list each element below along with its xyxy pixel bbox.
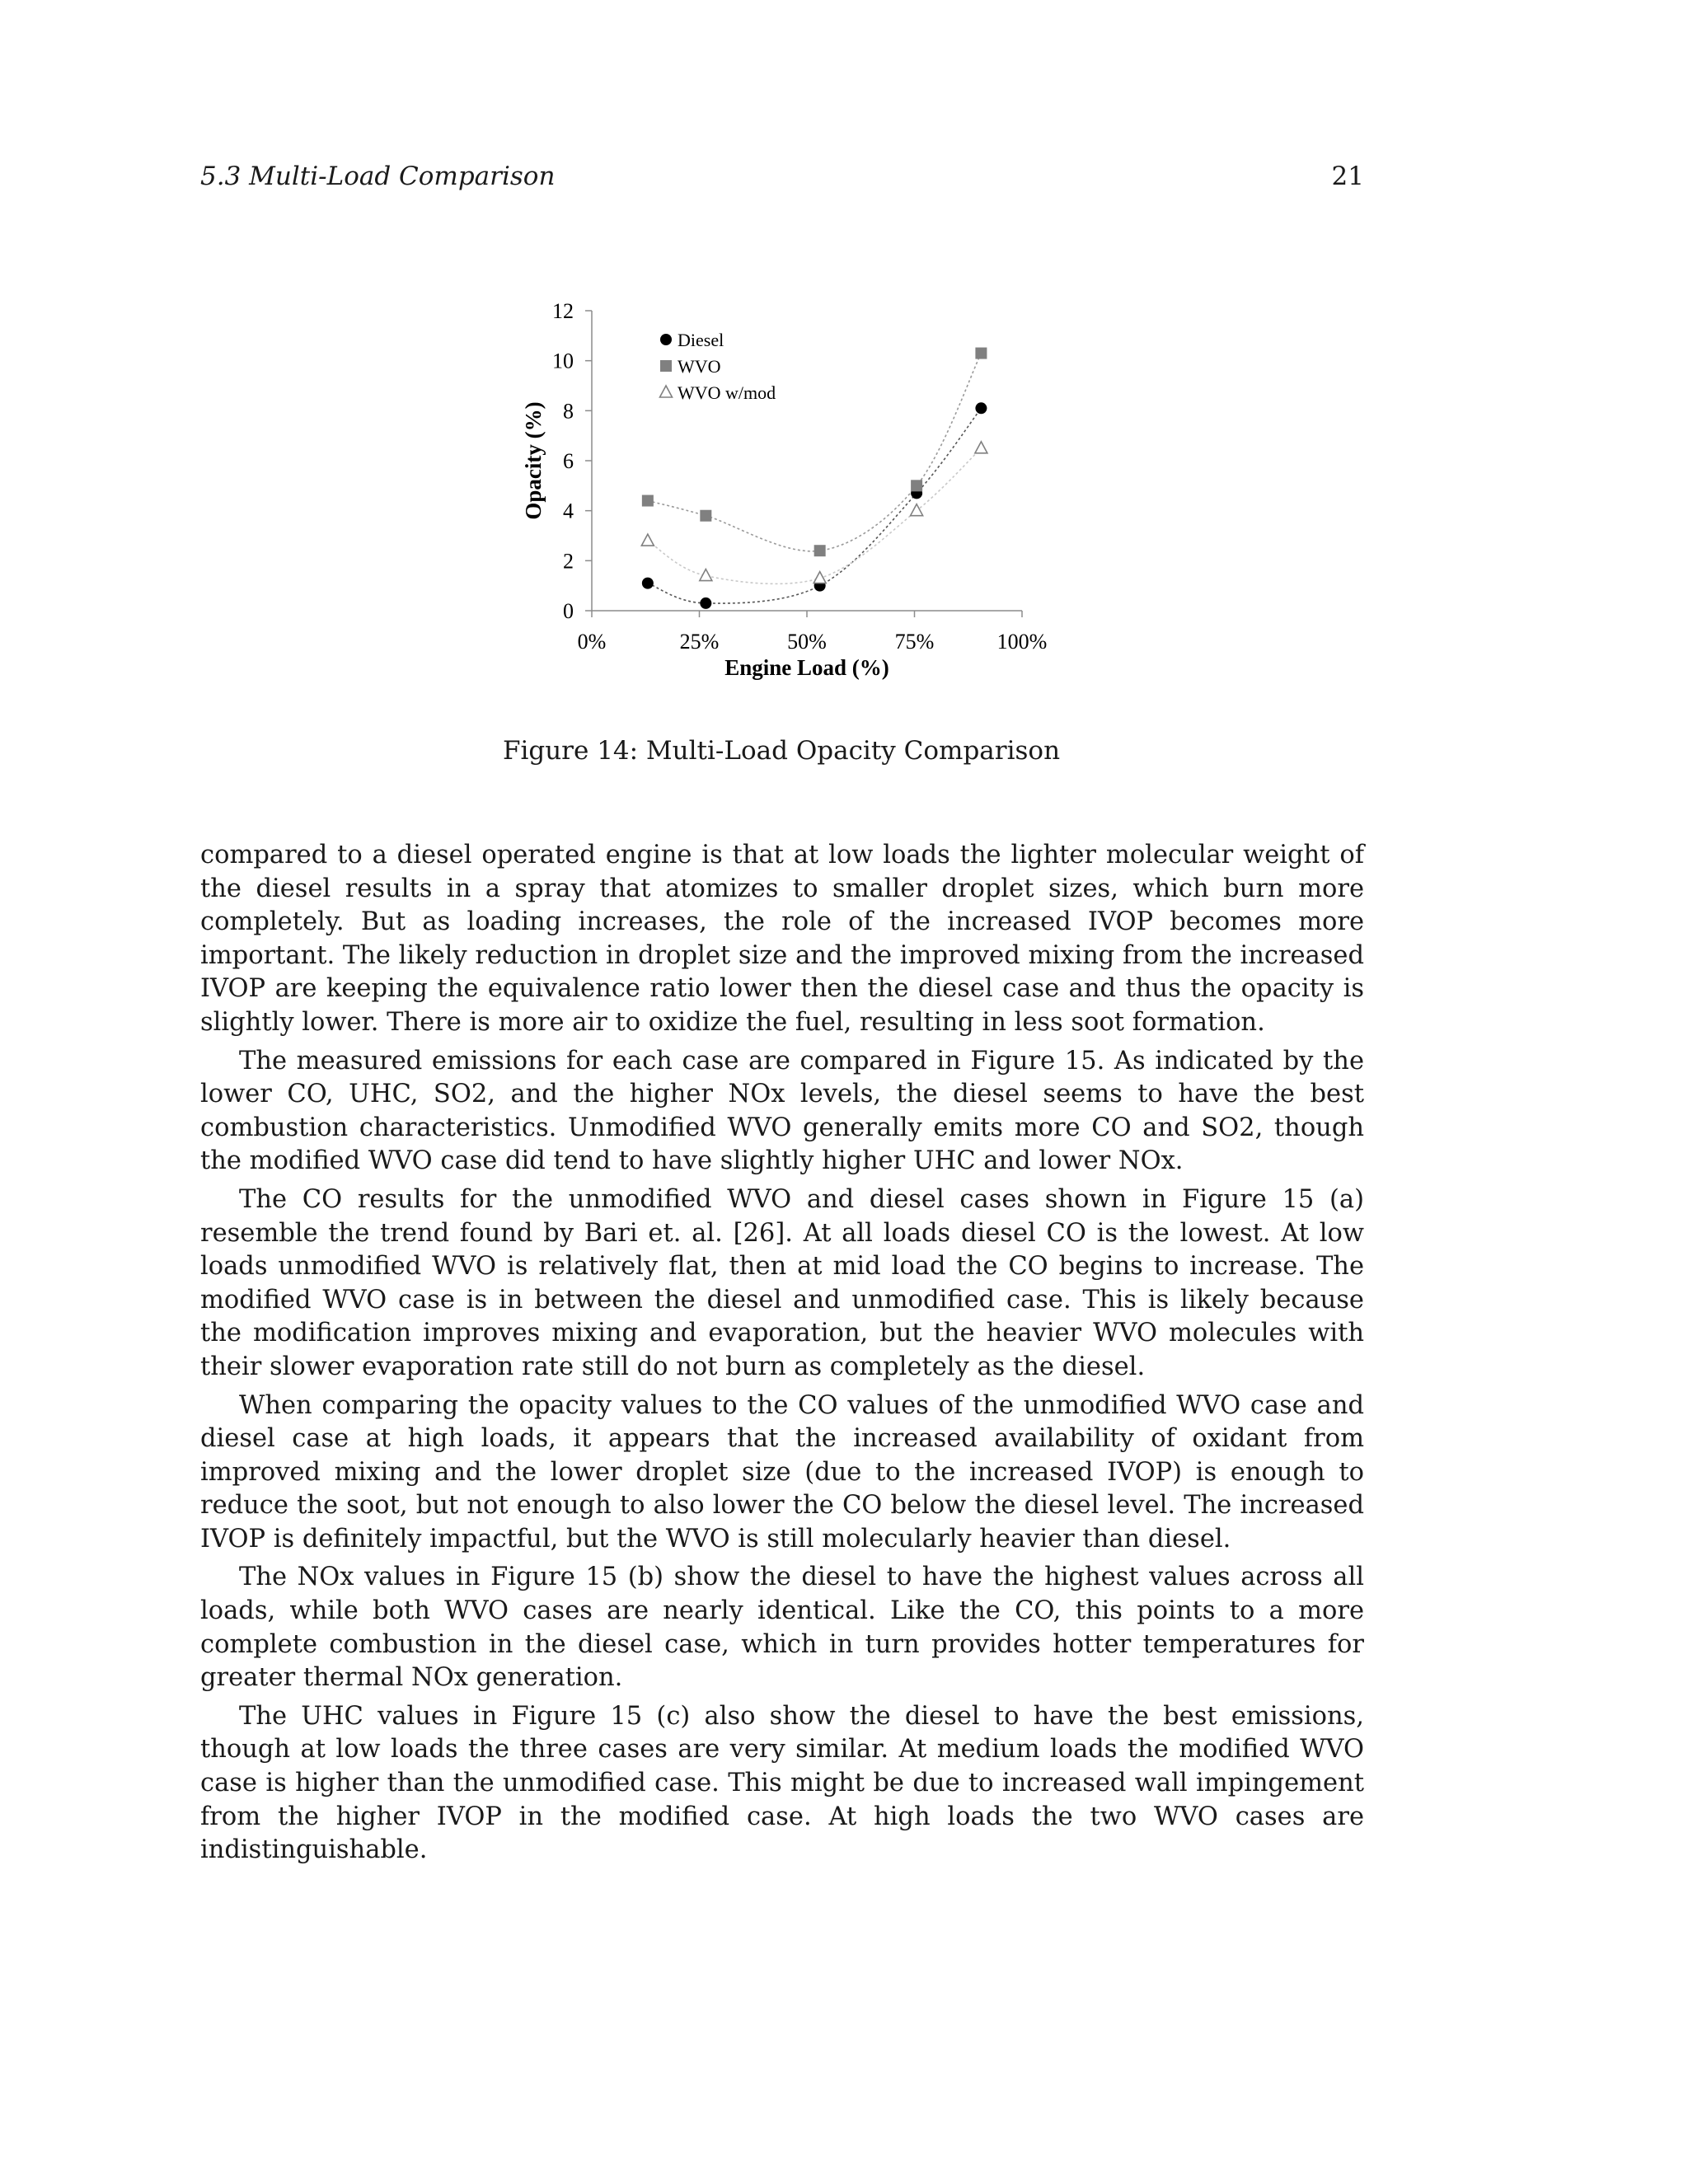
y-tick-label: 6 [563,449,574,473]
legend-marker [660,386,673,397]
y-tick-label: 0 [563,599,574,623]
paragraph: The measured emissions for each case are compared in Figure 15. As indicated by the lower CO, UHC, SO2, and the higher NOx levels, the diesel seems to have the best combustion characteristics. Unmodified WVO generally emits more CO and SO2, though the modified WVO case did tend to have slightly higher UHC and lower NOx. [200,1046,1364,1176]
section-title: 5.3 Multi-Load Comparison [200,162,556,191]
page-number: 21 [1331,162,1364,191]
point-diesel [700,598,711,609]
point-wvo-w-mod [700,569,712,581]
paragraph: The UHC values in Figure 15 (c) also show the diesel to have the best emissions, though at low loads the three cases are very similar. At medium loads the modified WVO case is higher than the unmodified case. This might be due to increased wall impingement from the higher IVOP in the modified case. At high loads the two WVO cases are indistinguishable. [200,1701,1364,1865]
paragraph: The NOx values in Figure 15 (b) show the diesel to have the highest values across all loads, while both WVO cases are nearly identical. Like the CO, this points to a more complete combustion in the diesel case, which in turn provides hotter temperatures for greater thermal NOx generation. [200,1563,1364,1693]
point-wvo-w-mod [641,534,654,546]
running-header [200,162,1364,203]
x-axis-title: Engine Load (%) [724,655,889,680]
opacity-chart [511,293,1071,713]
point-diesel [642,578,654,589]
paragraph: When comparing the opacity values to the CO values of the unmodified WVO case and diesel case at high loads, it appears that the increased availability of oxidant from improved mixing and the lower droplet size (due to the increased IVOP) is enough to reduce the soot, but not enough to also lower the CO below the diesel level. The increased IVOP is definitely impactful, but the WVO is still molecularly heavier than diesel. [200,1390,1364,1554]
trendline-wvo-w-mod [648,448,982,584]
legend-marker [660,334,672,345]
point-wvo [911,480,922,491]
legend-label: Diesel [678,330,724,350]
paragraph: compared to a diesel operated engine is that at low loads the lighter molecular weight of the diesel results in a spray that atomizes to smaller droplet sizes, which burn more completely. But as loading increases, the role of the increased IVOP becomes more important. The likely reduction in droplet size and the improved mixing from the increased IVOP are keeping the equivalence ratio lower then the diesel case and thus the opacity is slightly lower. There is more air to oxidize the fuel, resulting in less soot formation. [200,841,1364,1037]
legend-label: WVO [678,356,721,377]
y-axis-title: Opacity (%) [521,401,546,520]
legend-label: WVO w/mod [678,382,776,403]
body-text [200,839,1364,1872]
y-tick-label: 10 [552,349,574,373]
y-tick-label: 12 [552,299,574,323]
point-wvo-w-mod [975,442,987,453]
point-wvo [642,495,654,507]
legend-marker [660,360,672,372]
y-tick-label: 2 [563,549,574,574]
paragraph: The CO results for the unmodified WVO and diesel cases shown in Figure 15 (a) resemble the trend found by Bari et. al. [26]. At all loads diesel CO is the lowest. At low loads unmodified WVO is relatively flat, then at mid load the CO begins to increase. The modified WVO case is in between the diesel and unmodified case. This is likely because the modification improves mixing and evaporation, but the heavier WVO molecules with their slower evaporation rate still do not burn as completely as the diesel. [200,1184,1364,1381]
figure-caption: Figure 14: Multi-Load Opacity Comparison [502,736,1061,766]
x-tick-label: 50% [787,630,827,654]
point-wvo [975,348,987,359]
figure-14 [511,293,1071,713]
point-wvo-w-mod [911,504,923,516]
point-wvo [700,510,711,522]
y-tick-label: 8 [563,399,574,424]
x-tick-label: 100% [996,630,1048,654]
point-wvo [814,545,826,556]
point-diesel [975,402,987,414]
x-tick-label: 25% [679,630,720,654]
x-tick-label: 0% [577,630,607,654]
y-tick-label: 4 [563,499,574,523]
x-tick-label: 75% [894,630,935,654]
